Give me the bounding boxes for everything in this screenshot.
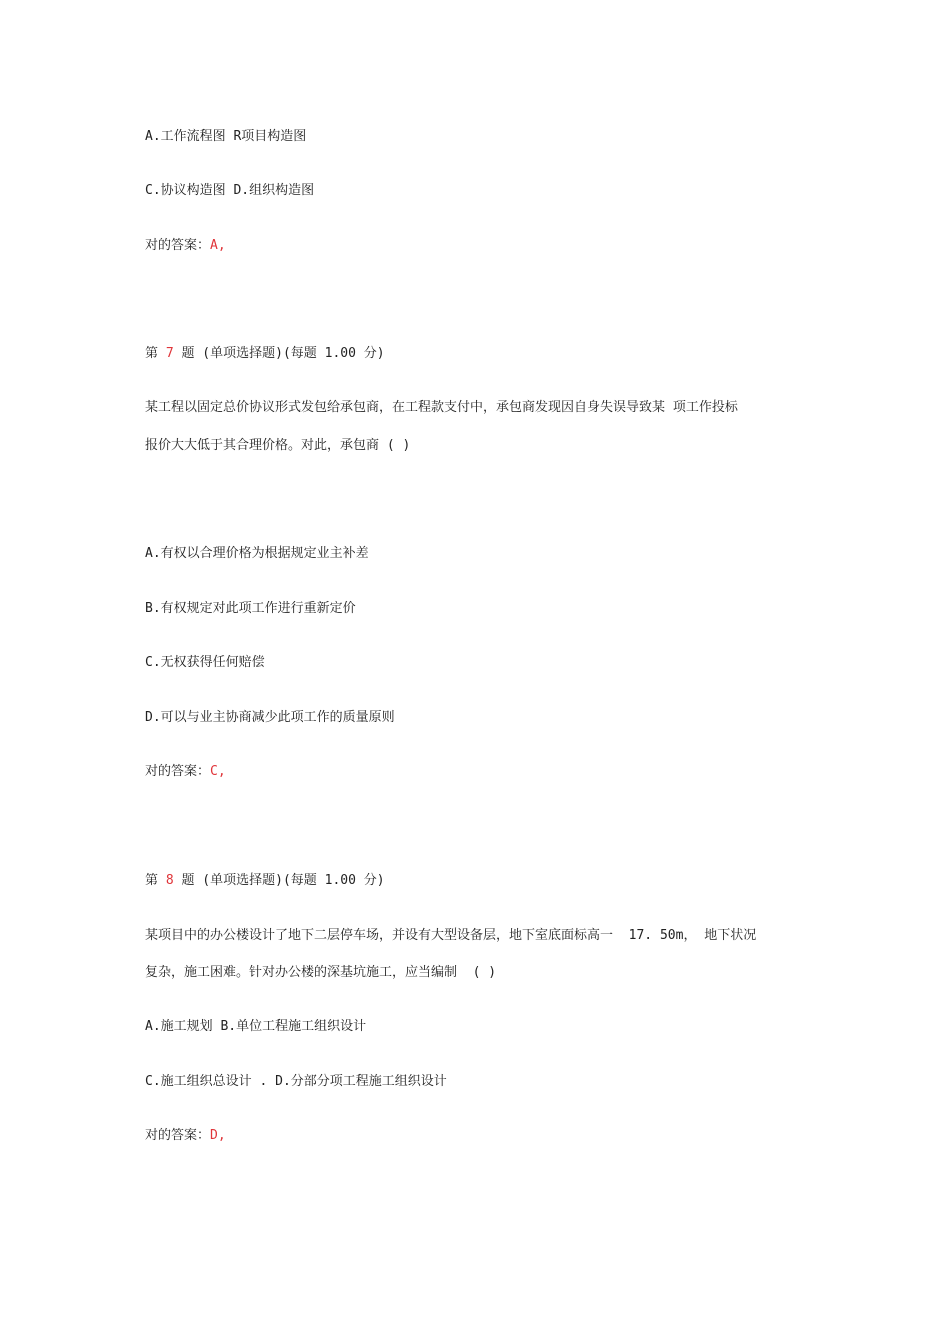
q7-option-c: C.无权获得任何赔偿 — [145, 655, 265, 670]
question-header-suffix: 题 (单项选择题)(每题 1.00 分) — [173, 346, 385, 361]
question-number: 7 — [165, 346, 174, 361]
q8-option-cd: C.施工组织总设计 . D.分部分项工程施工组织设计 — [145, 1074, 447, 1089]
q7-stem-line-2: 报价大大低于其合理价格。对此，承包商 ( ) — [145, 438, 411, 453]
q7-option-a: A.有权以合理价格为根据规定业主补差 — [145, 546, 369, 561]
q8-stem-line-1: 某项目中的办公楼设计了地下二层停车场，并设有大型设备层，地下室底面标高一 17. 50m， 地下状况 — [145, 928, 757, 943]
question-header-prefix: 第 — [145, 346, 166, 361]
q7-option-b: B.有权规定对此项工作进行重新定价 — [145, 601, 356, 616]
q7-answer — [145, 763, 226, 781]
answer-label: 对的答案： — [145, 764, 211, 779]
question-number: 8 — [165, 873, 174, 888]
q8-option-ab: A.施工规划 B.单位工程施工组织设计 — [145, 1019, 367, 1034]
q8-answer — [145, 1127, 226, 1145]
q8-header — [145, 872, 385, 890]
answer-value: A, — [210, 238, 226, 253]
answer-value: D, — [210, 1128, 226, 1143]
answer-label: 对的答案： — [145, 238, 211, 253]
answer-label: 对的答案： — [145, 1128, 211, 1143]
q8-stem-line-2: 复杂，施工困难。针对办公楼的深基坑施工，应当编制 ( ) — [145, 965, 497, 980]
question-header-suffix: 题 (单项选择题)(每题 1.00 分) — [173, 873, 385, 888]
answer-value: C, — [210, 764, 226, 779]
q6-option-cd: C.协议构造图 D.组织构造图 — [145, 183, 315, 198]
q7-option-d: D.可以与业主协商减少此项工作的质量原则 — [145, 710, 395, 725]
q6-option-ab: A.工作流程图 R项目构造图 — [145, 129, 307, 144]
q7-header — [145, 345, 385, 363]
question-header-prefix: 第 — [145, 873, 166, 888]
q7-stem-line-1: 某工程以固定总价协议形式发包给承包商，在工程款支付中，承包商发现因自身失误导致某 项工作投标 — [145, 400, 738, 415]
q6-answer — [145, 237, 226, 255]
